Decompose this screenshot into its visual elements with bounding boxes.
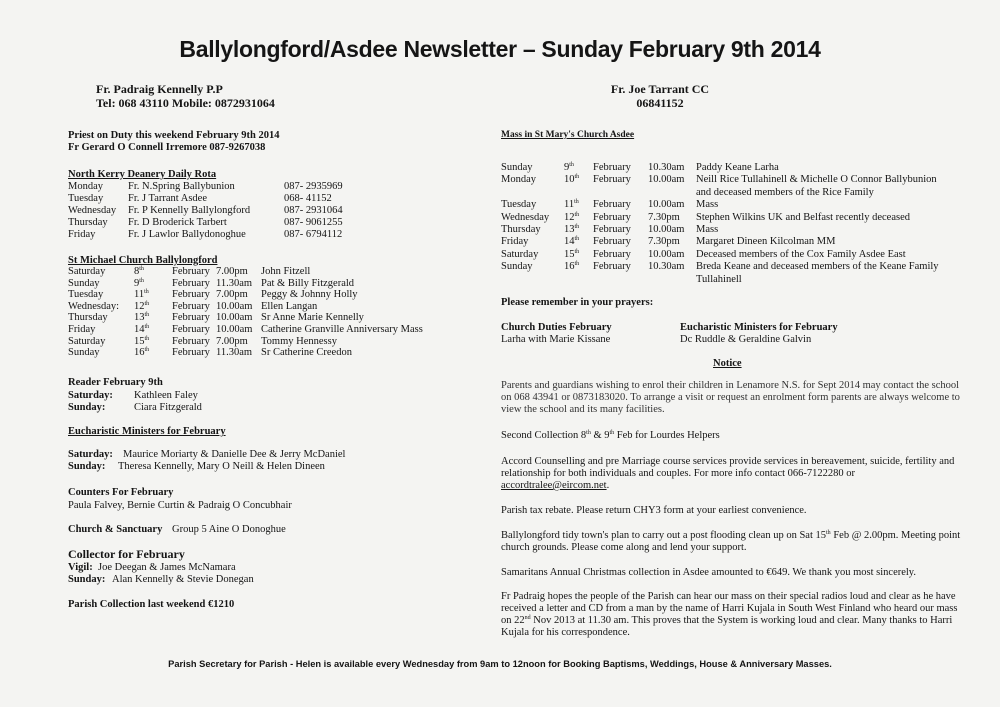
- right-priest-name: Fr. Joe Tarrant CC: [610, 82, 710, 96]
- st-mary-day: Wednesday: [501, 211, 550, 223]
- st-michael-date-suffix: th: [144, 324, 150, 330]
- st-mary-intention: Margaret Dineen Kilcolman MM: [696, 236, 836, 248]
- st-michael-time: 10.00am: [216, 312, 253, 324]
- notice-second-collection: [501, 430, 961, 442]
- st-mary-intention: Paddy Keane Larha: [696, 162, 779, 173]
- st-michael-time: 7.00pm: [216, 289, 248, 301]
- deanery-day: Thursday: [68, 217, 108, 228]
- reader-label: Sunday:: [68, 402, 106, 413]
- collector-names: Alan Kennelly & Stevie Donegan: [112, 574, 254, 585]
- st-mary-month: February: [593, 211, 631, 223]
- st-mary-intention: Deceased members of the Cox Family Asdee East: [696, 248, 906, 260]
- st-michael-day: Saturday: [68, 335, 106, 347]
- eucharistic-left-names: Maurice Moriarty & Danielle Dee & Jerry McDaniel: [123, 449, 346, 460]
- notice-samaritans: Samaritans Annual Christmas collection in Asdee amounted to €649. We thank you most sincerely.: [501, 567, 917, 578]
- st-michael-intention: Peggy & Johnny Holly: [261, 289, 358, 301]
- st-mary-date: 16th: [564, 261, 580, 273]
- st-mary-month: February: [593, 261, 631, 273]
- eucharistic-right-text: Dc Ruddle & Geraldine Galvin: [680, 334, 812, 345]
- counters-names: Paula Falvey, Bernie Curtin & Padraig O Concubhair: [68, 500, 292, 511]
- st-mary-intention: Neill Rice Tullahinell & Michelle O Connor Ballybunion: [696, 174, 937, 186]
- second-collection-sup: th: [586, 430, 591, 436]
- tidy-sup: th: [826, 530, 831, 536]
- collector-label: Vigil:: [68, 562, 93, 573]
- second-collection-sup: th: [609, 430, 615, 436]
- st-mary-date-suffix: th: [574, 261, 580, 268]
- priest-on-duty: [68, 130, 279, 154]
- accord-text: Accord Counselling and pre Marriage course services provide services in bereavement, suicide, fertility and relationship for both individuals and couples. For more info contact 066-7122280 or: [501, 456, 955, 479]
- priest-duty-line1: Priest on Duty this weekend February 9th 2014: [68, 130, 280, 141]
- church-duties-text: Larha with Marie Kissane: [501, 334, 611, 345]
- parish-collection: Parish Collection last weekend €1210: [68, 599, 235, 610]
- st-michael-month: February: [172, 266, 210, 277]
- st-mary-date: 9th: [564, 162, 574, 173]
- st-mary-heading: Mass in St Mary's Church Asdee: [501, 130, 635, 140]
- st-mary-month: February: [593, 174, 631, 186]
- deanery-phone: 087- 9061255: [284, 217, 343, 228]
- notice-accord: Accord Counselling and pre Marriage course services provide services in bereavement, suicide, fertility and relationship for both individuals and couples. For more info contact 066-7122280 or accordtralee@eircom.net.: [501, 456, 955, 491]
- st-michael-time: 11.30am: [216, 277, 253, 289]
- deanery-day: Wednesday: [68, 205, 117, 216]
- st-michael-intention: Pat & Billy Fitzgerald: [261, 277, 355, 289]
- eucharistic-left-heading: Eucharistic Ministers for February: [68, 426, 226, 437]
- right-priest-tel: 06841152: [636, 96, 684, 110]
- st-mary-intention: Mass: [696, 224, 719, 235]
- st-michael-date: 14th: [134, 324, 150, 335]
- st-michael-date-suffix: th: [144, 289, 149, 296]
- sanctuary-label: Church & Sanctuary: [68, 524, 163, 535]
- sanctuary-group: Group 5 Aine O Donoghue: [172, 524, 286, 535]
- newsletter-title: Ballylongford/Asdee Newsletter – Sunday February 9th 2014: [179, 36, 821, 62]
- st-michael-intention: Tommy Hennessy: [261, 335, 337, 347]
- church-duties: [501, 322, 612, 346]
- notice-tax: Parish tax rebate. Please return CHY3 form at your earliest convenience.: [501, 505, 807, 516]
- st-mary-date-suffix: th: [574, 236, 580, 243]
- st-mary-time: 10.30am: [648, 162, 685, 173]
- st-michael-month: February: [172, 324, 210, 335]
- st-mary-day: Sunday: [501, 261, 533, 273]
- st-michael-date-suffix: th: [139, 266, 144, 272]
- st-mary-date: 11th: [564, 199, 579, 211]
- st-michael-time: 7.00pm: [216, 335, 248, 347]
- radio-sup: nd: [524, 615, 531, 621]
- st-mary-day: Saturday: [501, 248, 539, 260]
- st-michael-intention: John Fitzell: [261, 266, 311, 277]
- st-michael-month: February: [172, 347, 210, 359]
- st-mary-time: 7.30pm: [648, 236, 680, 248]
- prayers-line: Please remember in your prayers:: [501, 297, 654, 308]
- st-mary-intention-cont: Tullahinell: [696, 273, 742, 285]
- deanery-priest: Fr. J Lawlor Ballydonoghue: [128, 229, 246, 240]
- deanery-priest: Fr. J Tarrant Asdee: [128, 193, 207, 204]
- eucharistic-left-label: Saturday:: [68, 449, 113, 460]
- st-michael-time: 10.00am: [216, 324, 253, 335]
- st-mary-date: 10th: [564, 174, 580, 186]
- st-mary-time: 10.00am: [648, 224, 685, 235]
- st-michael-date: 11th: [134, 289, 149, 301]
- deanery-heading: North Kerry Deanery Daily Rota: [68, 169, 217, 180]
- deanery-day: Tuesday: [68, 193, 104, 204]
- radio-text: Nov 2013 at 11.30 am. This proves that the System is working loud and clear. Many thanks to Harri Kujala for his correspondence.: [501, 615, 953, 638]
- accord-email-link[interactable]: accordtralee@eircom.net: [501, 480, 607, 491]
- st-mary-month: February: [593, 236, 631, 248]
- st-mary-month: February: [593, 248, 631, 260]
- st-michael-intention: Sr Anne Marie Kennelly: [261, 312, 364, 324]
- st-mary-day: Friday: [501, 236, 529, 248]
- st-michael-date: 15th: [134, 335, 150, 347]
- st-michael-date: 9th: [134, 277, 144, 289]
- deanery-day: Friday: [68, 229, 96, 240]
- notice-tidy: [501, 530, 961, 554]
- st-mary-day: Sunday: [501, 162, 533, 173]
- st-michael-time: 10.00am: [216, 300, 253, 312]
- st-michael-day: Sunday: [68, 347, 100, 359]
- collector-heading: Collector for February: [68, 547, 185, 561]
- eucharistic-left-names: Theresa Kennelly, Mary O Neill & Helen Dineen: [118, 461, 325, 472]
- collector-label: Sunday:: [68, 574, 106, 585]
- deanery-priest: Fr. D Broderick Tarbert: [128, 217, 227, 228]
- st-mary-day: Tuesday: [501, 199, 537, 211]
- st-michael-time: 7.00pm: [216, 266, 248, 277]
- st-michael-date-suffix: th: [144, 300, 150, 307]
- collector-names: Joe Deegan & James McNamara: [98, 562, 236, 573]
- left-priest-name: Fr. Padraig Kennelly P.P: [96, 82, 223, 96]
- st-mary-date: 12th: [564, 211, 580, 223]
- st-michael-time: 11.30am: [216, 347, 253, 359]
- counters-heading: Counters For February: [68, 487, 174, 498]
- reader-heading: Reader February 9th: [68, 377, 163, 388]
- st-mary-time: 10.00am: [648, 248, 685, 260]
- st-mary-time: 10.00am: [648, 174, 685, 186]
- deanery-phone: 087- 6794112: [284, 229, 343, 240]
- deanery-day: Monday: [68, 181, 103, 192]
- reader-label: Saturday:: [68, 390, 113, 401]
- deanery-priest: Fr. N.Spring Ballybunion: [128, 181, 235, 192]
- st-mary-date-suffix: th: [574, 248, 580, 255]
- second-collection-text: & 9: [590, 430, 610, 441]
- st-mary-date: 14th: [564, 236, 580, 248]
- eucharistic-right: [680, 322, 838, 346]
- st-mary-date-suffix: th: [574, 199, 579, 206]
- second-collection-text: Second Collection 8: [501, 430, 587, 441]
- st-mary-day: Thursday: [501, 224, 541, 235]
- second-collection-text: Feb for Lourdes Helpers: [614, 430, 720, 441]
- st-michael-date: 8th: [134, 266, 144, 277]
- right-priest-header: [560, 82, 760, 110]
- st-michael-day: Wednesday:: [68, 300, 120, 312]
- st-michael-day: Friday: [68, 324, 96, 335]
- st-mary-intention: Breda Keane and deceased members of the Keane Family: [696, 261, 939, 273]
- tidy-text: Feb @ 2.00pm. Meeting point church grounds. Please come along and lend your support.: [501, 530, 961, 553]
- st-mary-date-suffix: th: [574, 224, 580, 230]
- left-priest-header: [96, 82, 275, 110]
- st-michael-day: Sunday: [68, 277, 100, 289]
- st-mary-intention-cont: and deceased members of the Rice Family: [696, 186, 874, 198]
- st-michael-intention: Sr Catherine Creedon: [261, 347, 352, 359]
- priest-duty-line2: Fr Gerard O Connell Irremore 087-9267038: [68, 142, 266, 153]
- st-michael-date: 13th: [134, 312, 150, 324]
- notice-heading: Notice: [713, 358, 742, 369]
- deanery-phone: 068- 41152: [284, 193, 332, 204]
- st-michael-intention: Ellen Langan: [261, 300, 318, 312]
- st-mary-date: 13th: [564, 224, 580, 235]
- st-mary-month: February: [593, 199, 631, 211]
- st-mary-intention: Mass: [696, 199, 719, 211]
- st-michael-date-suffix: th: [144, 347, 150, 354]
- st-mary-time: 10.30am: [648, 261, 685, 273]
- st-michael-day: Tuesday: [68, 289, 104, 301]
- st-michael-month: February: [172, 312, 210, 324]
- st-mary-day: Monday: [501, 174, 536, 186]
- footer-secretary: Parish Secretary for Parish - Helen is available every Wednesday from 9am to 12noon for Booking Baptisms, Weddings, House & Anniversary Masses.: [168, 659, 832, 669]
- st-michael-month: February: [172, 277, 210, 289]
- st-michael-date-suffix: th: [144, 312, 150, 319]
- left-priest-tel: Tel: 068 43110 Mobile: 0872931064: [96, 96, 275, 110]
- st-mary-intention: Stephen Wilkins UK and Belfast recently deceased: [696, 211, 910, 223]
- st-mary-month: February: [593, 224, 631, 235]
- st-mary-month: February: [593, 162, 631, 173]
- st-michael-intention: Catherine Granville Anniversary Mass: [261, 324, 423, 335]
- st-mary-time: 10.00am: [648, 199, 685, 211]
- deanery-priest: Fr. P Kennelly Ballylongford: [128, 205, 251, 216]
- st-mary-date-suffix: th: [569, 162, 574, 168]
- st-michael-heading: St Michael Church Ballylongford: [68, 255, 218, 266]
- notice-radio: [501, 591, 961, 639]
- eucharistic-left-label: Sunday:: [68, 461, 106, 472]
- st-michael-date: 12th: [134, 300, 150, 312]
- reader-name: Ciara Fitzgerald: [134, 402, 202, 413]
- deanery-phone: 087- 2935969: [284, 181, 343, 192]
- st-michael-date-suffix: th: [139, 277, 144, 284]
- st-mary-date-suffix: th: [574, 174, 580, 181]
- st-michael-month: February: [172, 335, 210, 347]
- st-michael-day: Saturday: [68, 266, 106, 277]
- st-michael-month: February: [172, 300, 210, 312]
- reader-name: Kathleen Faley: [134, 390, 198, 401]
- st-michael-day: Thursday: [68, 312, 108, 324]
- tidy-text: Ballylongford tidy town's plan to carry out a post flooding clean up on Sat 15: [501, 530, 827, 541]
- st-mary-date-suffix: th: [574, 211, 580, 218]
- eucharistic-right-heading: Eucharistic Ministers for February: [680, 322, 838, 333]
- st-michael-month: February: [172, 289, 210, 301]
- radio-text: Fr Padraig hopes the people of the Parish can hear our mass on their special radios loud and clear as he have received a letter and CD from a man by the name of Harri Kujala in South West Finland who heard our mass on 22: [501, 591, 958, 626]
- church-duties-heading: Church Duties February: [501, 322, 612, 333]
- st-mary-date: 15th: [564, 248, 580, 260]
- st-mary-time: 7.30pm: [648, 211, 680, 223]
- notice-enrol: Parents and guardians wishing to enrol their children in Lenamore N.S. for Sept 2014 may contact the school on 068 43941 or 0873183020. To arrange a visit or request an enrolment form parents are always welcome to view the school and its many facilities.: [501, 380, 960, 415]
- st-michael-date: 16th: [134, 347, 150, 359]
- deanery-phone: 087- 2931064: [284, 205, 343, 216]
- st-michael-date-suffix: th: [144, 335, 150, 342]
